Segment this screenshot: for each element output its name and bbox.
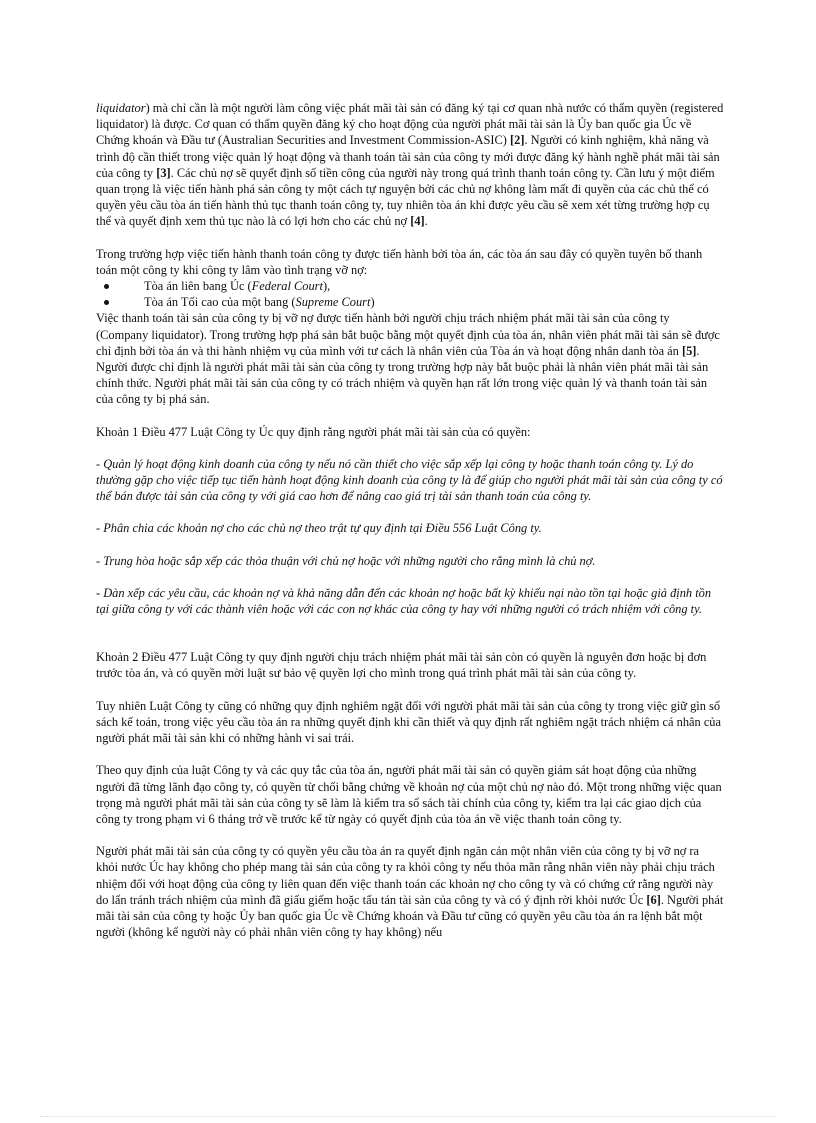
footnote-ref[interactable]: [4] xyxy=(410,214,425,229)
bullet-icon xyxy=(104,300,109,305)
rights-item-3: - Trung hòa hoặc sắp xếp các thỏa thuận với chủ nợ hoặc với những người cho rằng mình là chủ nợ. xyxy=(96,553,596,568)
list-item: Tòa án liên bang Úc (Federal Court), xyxy=(96,278,724,294)
paragraph-3: Việc thanh toán tài sản của công ty bị vỡ nợ được tiến hành bởi người chịu trách nhiệm phát mãi tài sản của công ty (Company liquidator). Trong trường hợp phá sản bắt buộc bằng một quyết định của tòa án, nhân viên phát mãi tài sản sẽ được chỉ định bởi tòa án và thi hành nhiệm vụ của mình với tư cách là nhân viên của Tòa án và hoạt động nhân danh tòa án [5]. Người được chỉ định là người phát mãi tài sản của công ty trong trường hợp này bắt buộc phải là nhân viên phát mãi tài sản chính thức. Người phát mãi tài sản của công ty có trách nhiệm và quyền hạn rất lớn trong việc quản lý và thanh toán tài sản của công ty bị phá sản. xyxy=(96,311,720,407)
court-list xyxy=(96,278,724,310)
paragraph-4: Khoản 1 Điều 477 Luật Công ty Úc quy định rằng người phát mãi tài sản của có quyền: xyxy=(96,424,531,439)
footnote-ref[interactable]: [6] xyxy=(646,892,661,907)
paragraph-1: liquidator) mà chỉ cần là một người làm công việc phát mãi tài sản có đăng ký tại cơ quan nhà nước có thẩm quyền (registered liquidator) là được. Cơ quan có thẩm quyền đăng ký cho hoạt động của người phát mãi tài sản là Ủy ban quốc gia Úc về Chứng khoán và Đầu tư (Australian Securities and Investment Commission-ASIC) [2]. Người có kinh nghiệm, khả năng và trình độ cần thiết trong việc quản lý hoạt động và thanh toán tài sản của công ty mới được đăng ký hành nghề phát mãi tài sản của công ty [3]. Các chủ nợ sẽ quyết định số tiền công của người này trong quá trình thanh toán công ty. Cần lưu ý một điểm quan trọng là việc tiến hành phá sản công ty một cách tự nguyện bởi các chủ nợ không làm mất đi quyền của các chủ thể có quyền yêu cầu tòa án tiến hành thủ tục thanh toán công ty, tuy nhiên tòa án khi được yêu cầu sẽ xem xét từng trường hợp cụ thể và quyết định xem thủ tục nào là có lợi hơn cho các chủ nợ [4]. xyxy=(96,101,724,229)
footnote-ref[interactable]: [3] xyxy=(156,165,171,180)
paragraph-5: Khoản 2 Điều 477 Luật Công ty quy định người chịu trách nhiệm phát mãi tài sản còn có quyền là nguyên đơn hoặc bị đơn trước tòa án, và có quyền mời luật sư bảo vệ quyền lợi cho mình trong quá trình phát mãi tài sản của công ty. xyxy=(96,650,707,681)
paragraph-8: Người phát mãi tài sản của công ty có quyền yêu cầu tòa án ra quyết định ngăn cản một nhân viên của công ty bị vỡ nợ ra khỏi nước Úc hay không cho phép mang tài sản của công ty ra khỏi công ty nếu thỏa mãn rằng nhân viên này phải chịu trách nhiệm đối với hoạt động của công ty liên quan đến việc thanh toán các khoản nợ cho công ty và có chứng cứ rằng người này do lẩn tránh trách nhiệm của mình đã giấu giếm hoặc tẩu tán tài sản của công ty và có ý định rời khỏi nước Úc [6]. Người phát mãi tài sản của công ty hoặc Ủy ban quốc gia Úc về Chứng khoán và Đầu tư cũng có quyền yêu cầu tòa án ra lệnh bắt một người (không kể người này có phải nhân viên công ty hay không) nếu xyxy=(96,844,724,940)
list-item: Tòa án Tối cao của một bang (Supreme Court) xyxy=(96,294,724,310)
paragraph-6: Tuy nhiên Luật Công ty cũng có những quy định nghiêm ngặt đối với người phát mãi tài sản của công ty trong việc giữ gìn sổ sách kế toán, trong việc yêu cầu tòa án ra những quyết định khi cần thiết và quy định rất nghiêm ngặt trách nhiệm cá nhân của người phát mãi tài sản khi có những hành vi sai trái. xyxy=(96,698,722,746)
rights-item-4: - Dàn xếp các yêu cầu, các khoản nợ và khả năng dẫn đến các khoản nợ hoặc bất kỳ khiếu nại nào tồn tại hoặc giả định tồn tại giữa công ty với các thành viên hoặc với các con nợ khác của công ty hay với những người có trách nhiệm với công ty. xyxy=(96,585,712,617)
paragraph-2: Trong trường hợp việc tiến hành thanh toán công ty được tiến hành bởi tòa án, các tòa án sau đây có quyền tuyên bố thanh toán một công ty khi công ty lâm vào tình trạng vỡ nợ: xyxy=(96,246,703,277)
paragraph-1-lead: liquidator xyxy=(96,101,146,115)
page-bottom-divider xyxy=(40,1116,776,1117)
bullet-icon xyxy=(104,284,109,289)
paragraph-7: Theo quy định của luật Công ty và các quy tắc của tòa án, người phát mãi tài sản có quyền giám sát hoạt động của những người đã từng lãnh đạo công ty, có quyền từ chối bằng chứng về khoản nợ của một chủ nợ nào đó. Một trong những việc quan trọng mà người phát mãi tài sản của công ty sẽ làm là kiểm tra sổ sách tài chính của công ty, kiểm tra lại các giao dịch của công ty trong phạm vi 6 tháng trở về trước kể từ ngày có quyết định của tòa án về việc thanh toán công ty. xyxy=(96,763,722,826)
rights-item-1: - Quản lý hoạt động kinh doanh của công ty nếu nó cần thiết cho việc sắp xếp lại công ty hoặc thanh toán công ty. Lý do thường gặp cho việc tiếp tục tiến hành hoạt động kinh doanh của công ty là để giúp cho người phát mãi tài sản của công ty có thể bán được tài sản của công ty với giá cao hơn để nâng cao giá trị tài sản thanh toán của công ty. xyxy=(96,456,723,504)
document-page xyxy=(96,100,724,940)
footnote-ref[interactable]: [2] xyxy=(510,133,525,148)
footnote-ref[interactable]: [5] xyxy=(681,343,697,358)
rights-item-2: - Phân chia các khoản nợ cho các chủ nợ theo trật tự quy định tại Điều 556 Luật Công ty. xyxy=(96,521,542,536)
